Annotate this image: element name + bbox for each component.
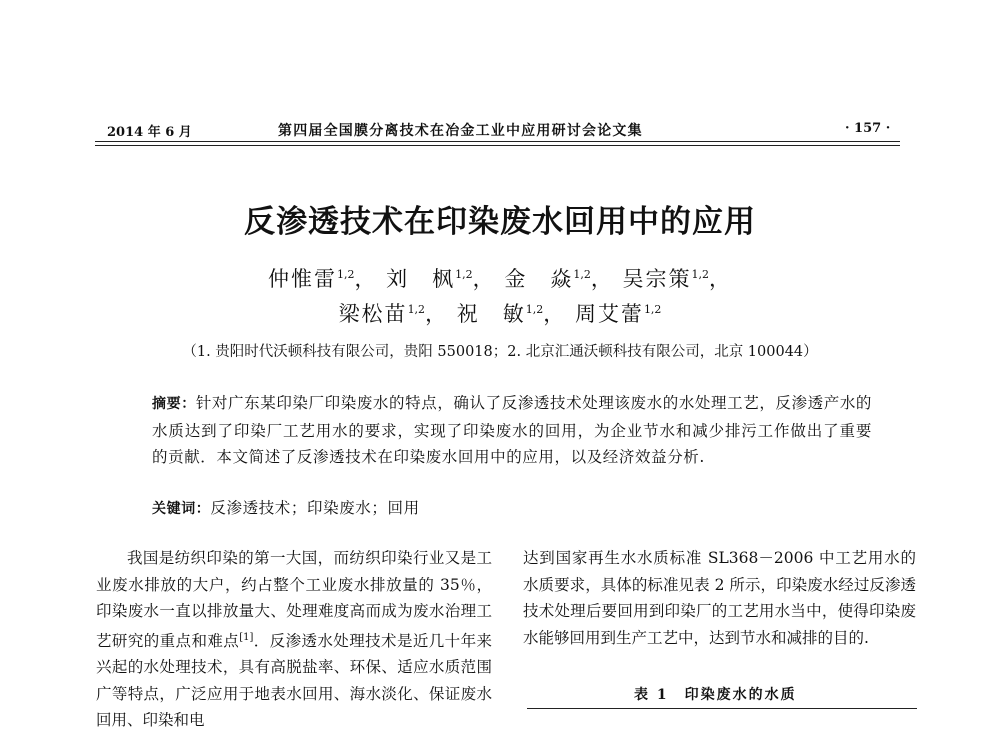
header-rule-thin xyxy=(95,145,900,146)
author-affiliation-mark: 1,2 xyxy=(525,303,544,316)
body-left-column xyxy=(96,545,492,734)
paper-title: 反渗透技术在印染废水回用中的应用 xyxy=(244,204,756,240)
author-separator: ， xyxy=(472,267,496,291)
body-left-text: 我国是纺织印染的第一大国，而纺织印染行业又是工业废水排放的大户，约占整个工业废水排放量的 35％，印染废水一直以排放量大、处理难度高而成为废水治理工艺研究的重点和难点 xyxy=(96,549,492,650)
abstract-text: 针对广东某印染厂印染废水的特点，确认了反渗透技术处理该废水的水处理工艺，反渗透产水的水质达到了印染厂工艺用水的要求，实现了印染废水的回用，为企业节水和减少排污工作做出了重要的贡献．本文简述了反渗透技术在印染废水回用中的应用，以及经济效益分析. xyxy=(152,394,873,466)
author-separator: ， xyxy=(709,267,733,291)
author-name: 金 焱 xyxy=(504,267,574,291)
running-header-date: 2014 年 6 月 xyxy=(107,125,192,140)
author-separator: ， xyxy=(590,267,614,291)
page-number: · 157 · xyxy=(845,121,891,136)
table-caption: 表 1 印染废水的水质 xyxy=(634,687,797,703)
author-affiliation-mark: 1,2 xyxy=(643,303,662,316)
author-name: 梁松苗 xyxy=(338,302,408,326)
author-affiliation-mark: 1,2 xyxy=(407,303,426,316)
author-name: 祝 敏 xyxy=(456,302,526,326)
author-affiliation-mark: 1,2 xyxy=(573,268,591,281)
author-affiliation-mark: 1,2 xyxy=(455,268,473,281)
author-name: 吴宗策 xyxy=(622,267,692,291)
author-affiliation-mark: 1,2 xyxy=(336,268,355,281)
author-separator: ， xyxy=(354,267,378,291)
abstract-label: 摘要： xyxy=(152,396,196,412)
author-line-1 xyxy=(0,263,1000,293)
running-header-journal: 第四届全国膜分离技术在冶金工业中应用研讨会论文集 xyxy=(278,123,643,139)
keywords-label: 关键词： xyxy=(152,501,211,517)
affiliation: （1. 贵阳时代沃顿科技有限公司，贵阳 550018；2. 北京汇通沃顿科技有限公司，北京 100044） xyxy=(182,344,818,360)
author-separator: ， xyxy=(425,302,449,326)
author-name: 周艾蕾 xyxy=(574,302,644,326)
author-separator: ， xyxy=(543,302,567,326)
body-right-column: 达到国家再生水水质标准 SL368－2006 中工艺用水的水质要求，具体的标准见表 2 所示，印染废水经过反渗透技术处理后要回用到印染厂的工艺用水当中，使得印染废水能够回用到生产工艺中，达到节水和减排的目的. xyxy=(523,549,916,647)
body-left-text-cont: ．反渗透水处理技术是近几十年来兴起的水处理技术，具有高脱盐率、环保、适应水质范围广等特点，广泛应用于地表水回用、海水淡化、保证废水回用、印染和电 xyxy=(96,631,492,730)
abstract xyxy=(152,390,872,471)
author-name: 仲惟雷 xyxy=(267,267,337,291)
table-top-rule xyxy=(527,708,917,709)
keywords-text: 反渗透技术；印染废水；回用 xyxy=(210,499,420,517)
keywords xyxy=(152,496,420,518)
author-name: 刘 枫 xyxy=(386,267,456,291)
header-rule-thick xyxy=(95,141,900,142)
author-line-2 xyxy=(0,298,1000,328)
author-affiliation-mark: 1,2 xyxy=(691,268,710,281)
citation-marker: [1] xyxy=(239,631,254,643)
